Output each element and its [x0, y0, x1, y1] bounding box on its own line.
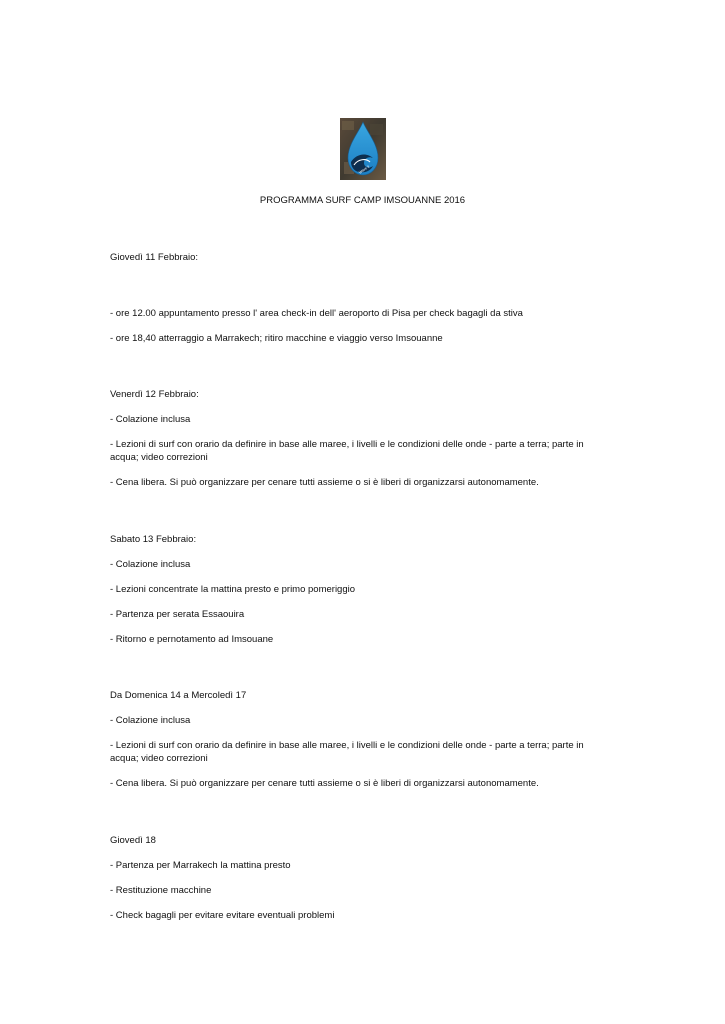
list-item: - Cena libera. Si può organizzare per cenare tutti assieme o si è liberi di organizzarsi autonomamente.	[110, 778, 539, 789]
list-item: - Colazione inclusa	[110, 715, 191, 726]
page-title: PROGRAMMA SURF CAMP IMSOUANNE 2016	[259, 195, 466, 206]
list-item: - ore 18,40 atterraggio a Marrakech; ritiro macchine e viaggio verso Imsouanne	[110, 333, 443, 344]
svg-text:Wave it: Wave it	[358, 164, 371, 175]
list-item: - Partenza per Marrakech la mattina presto	[110, 860, 291, 871]
list-item: - Restituzione macchine	[110, 885, 212, 896]
list-item: - Colazione inclusa	[110, 559, 191, 570]
day-heading: Sabato 13 Febbraio:	[110, 534, 197, 545]
day-heading: Giovedì 18	[110, 835, 156, 846]
water-drop-wave-logo-icon	[340, 118, 386, 180]
list-item: - ore 12.00 appuntamento presso l' area check-in dell' aeroporto di Pisa per check bagagli da stiva	[110, 308, 523, 319]
day-heading: Da Domenica 14 a Mercoledì 17	[110, 690, 247, 701]
list-item: - Colazione inclusa	[110, 414, 191, 425]
day-heading: Giovedì 11 Febbraio:	[110, 252, 199, 263]
list-item: - Lezioni di surf con orario da definire in base alle maree, i livelli e le condizioni delle onde - parte a terra; parte in acqua; video correzioni	[110, 439, 584, 463]
list-item: - Partenza per serata Essaouira	[110, 609, 245, 620]
list-item: - Lezioni di surf con orario da definire in base alle maree, i livelli e le condizioni delle onde - parte a terra; parte in acqua; video correzioni	[110, 740, 584, 764]
list-item: - Lezioni concentrate la mattina presto e primo pomeriggio	[110, 584, 356, 595]
list-item: - Ritorno e pernotamento ad Imsouane	[110, 634, 274, 645]
list-item: - Check bagagli per evitare evitare eventuali problemi	[110, 910, 335, 921]
list-item: - Cena libera. Si può organizzare per cenare tutti assieme o si è liberi di organizzarsi autonomamente.	[110, 477, 539, 488]
day-heading: Venerdì 12 Febbraio:	[110, 389, 199, 400]
